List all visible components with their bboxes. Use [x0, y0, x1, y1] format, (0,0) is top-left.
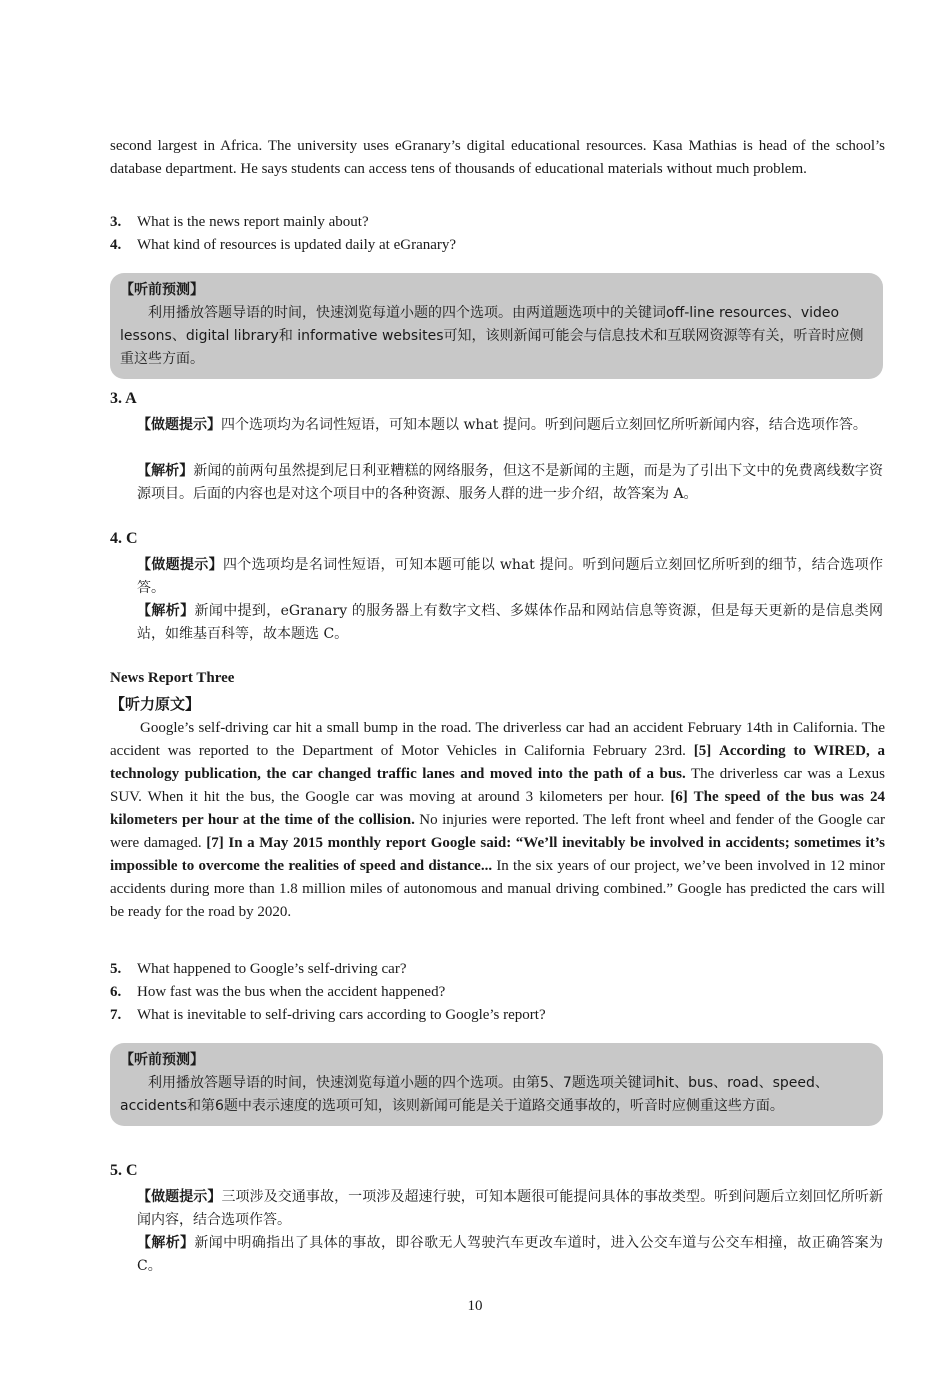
preview-box-2 — [110, 1043, 883, 1126]
answer-4-tip: 【做题提示】四个选项均是名词性短语，可知本题可能以 what 提问。听到问题后立刻回忆所听到的细节，结合选项作答。 — [137, 557, 883, 596]
answer-5-tip: 【做题提示】三项涉及交通事故，一项涉及超速行驶，可知本题很可能提问具体的事故类型。听到问题后立刻回忆所听新闻内容，结合选项作答。 — [137, 1189, 884, 1228]
key-sentence-7: In a May 2015 monthly report Google said: “We’ll inevitably be involved in accidents; sometimes it’s impossible to overcome the realities of speed and distance... — [110, 835, 885, 874]
section-title: News Report Three — [110, 670, 235, 686]
question-item: 5. What happened to Google’s self-driving car? — [110, 961, 407, 977]
question-item: 6. How fast was the bus when the accident happened? — [110, 984, 446, 1000]
question-list-b — [110, 958, 885, 1027]
answer-4-analysis: 【解析】新闻中提到，eGranary 的服务器上有数字文档、多媒体作品和网站信息等资源，但是每天更新的是信息类网站，如维基百科等，故本题选 C。 — [137, 603, 884, 642]
marker-7: [7] — [206, 835, 224, 851]
preview-tag: 【听前预测】 — [120, 1052, 204, 1068]
key-sentence-6: The speed of the bus was 24 kilometers per hour at the time of the collision. — [110, 789, 885, 828]
marker-5: [5] — [693, 743, 712, 759]
marker-6: [6] — [670, 789, 688, 805]
answer-5-analysis: 【解析】新闻中明确指出了具体的事故，即谷歌无人驾驶汽车更改车道时，进入公交车道与公交车相撞，故正确答案为 C。 — [137, 1235, 884, 1274]
question-item: 4. What kind of resources is updated daily at eGranary? — [110, 237, 457, 253]
preview-body: 利用播放答题导语的时间，快速浏览每道小题的四个选项。由两道题选项中的关键词off-line resources、video lessons、digital library和 informative websites可知，该则新闻可能会与信息技术和互联网资源等有关，听音时应侧重这些方面。 — [120, 305, 864, 367]
transcript-paragraph: Google’s self-driving car hit a small bump in the road. The driverless car had an accident February 14th in California. The accident was reported to the Department of Motor Vehicles in California February 23rd. [5] According to WIRED, a technology publication, the car changed traffic lanes and moved into the path of a bus. The driverless car was a Lexus SUV. When it hit the bus, the Google car was moving at around 3 kilometers per hour. [6] The speed of the bus was 24 kilometers per hour at the time of the collision. No injuries were reported. The left front wheel and fender of the Google car were damaged. [7] In a May 2015 monthly report Google said: “We’ll inevitably be involved in accidents; sometimes it’s impossible to overcome the realities of speed and distance... In the six years of our project, we’ve been involved in 12 minor accidents during more than 1.8 million miles of autonomous and manual driving combined.” Google has predicted the cars will be ready for the road by 2020. — [110, 720, 886, 920]
question-list-a — [110, 211, 885, 257]
question-item: 7. What is inevitable to self-driving cars according to Google’s report? — [110, 1007, 546, 1023]
answer-3-number: 3. A — [110, 390, 137, 407]
key-sentence-5: According to WIRED, a technology publication, the car changed traffic lanes and moved into the path of a bus. — [110, 743, 886, 782]
answer-4-number: 4. C — [110, 530, 138, 547]
intro-paragraph: second largest in Africa. The university uses eGranary’s digital educational resources. Kasa Mathias is head of the school’s database department. He says students can access tens of thousands of educational materials without much problem. — [110, 138, 885, 177]
answer-5-number: 5. C — [110, 1162, 138, 1179]
preview-box-1 — [110, 273, 883, 379]
answer-3-analysis: 【解析】新闻的前两句虽然提到尼日利亚糟糕的网络服务，但这不是新闻的主题，而是为了引出下文中的免费离线数字资源项目。后面的内容也是对这个项目中的各种资源、服务人群的进一步介绍，故答案为 A。 — [137, 463, 884, 502]
answer-3-tip: 【做题提示】四个选项均为名词性短语，可知本题以 what 提问。听到问题后立刻回忆所听新闻内容，结合选项作答。 — [137, 417, 867, 433]
preview-body: 利用播放答题导语的时间，快速浏览每道小题的四个选项。由第5、7题选项关键词hit、bus、road、speed、accidents和第6题中表示速度的选项可知，该则新闻可能是关于道路交通事故的，听音时应侧重这些方面。 — [120, 1075, 829, 1114]
preview-tag: 【听前预测】 — [120, 282, 204, 298]
question-item: 3. What is the news report mainly about? — [110, 214, 369, 230]
transcript-label: 【听力原文】 — [110, 695, 201, 713]
page-number: 10 — [467, 1298, 483, 1314]
